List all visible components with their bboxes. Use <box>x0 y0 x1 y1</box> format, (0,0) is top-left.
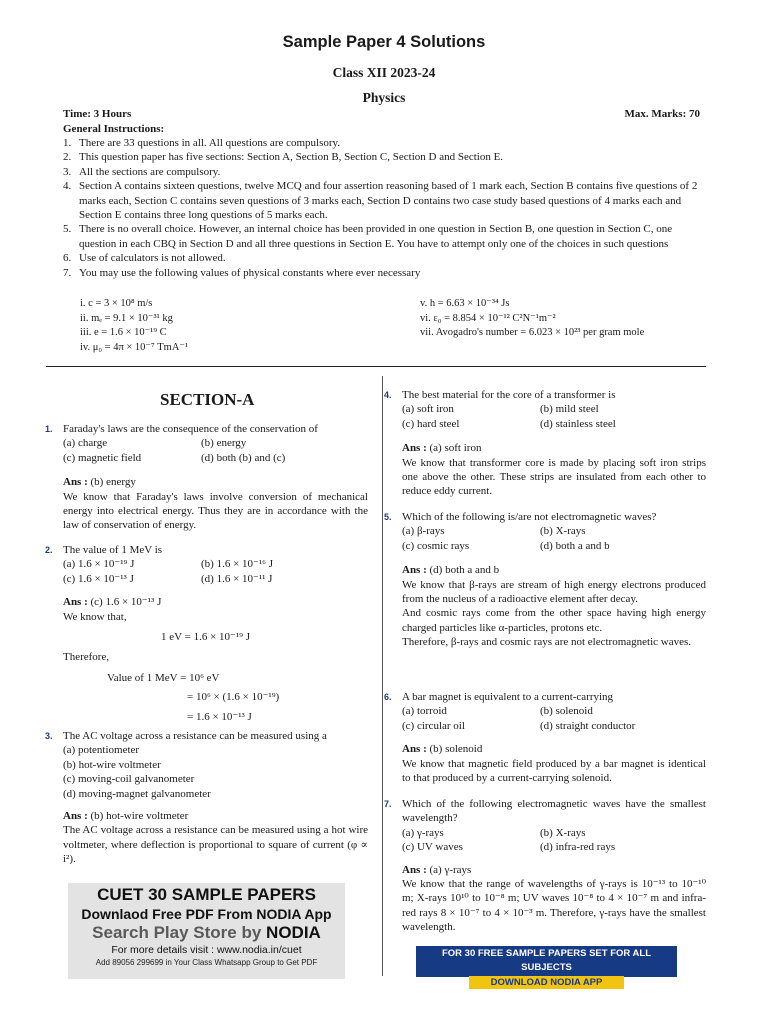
header-divider <box>46 366 706 367</box>
question-1: 1. Faraday's laws are the consequence of the conservation of (a) charge (b) energy (c) magnetic field (d) both (b) and (c) Ans : (b) energy We know that Faraday's laws involve conversion of mechanical energy into electrical energy. Thus they are in accordance with the law of conservation of energy. <box>45 423 368 532</box>
class-line: Class XII 2023-24 <box>332 65 436 80</box>
instruction-item: 1. There are 33 questions in all. All questions are compulsory. <box>63 137 341 149</box>
instruction-item: 2. This question paper has five sections: Section A, Section B, Section C, Section D and Section E. <box>63 151 504 164</box>
promo-download-line: Downlaod Free PDF From NODIA App <box>81 906 332 922</box>
instruction-item: 4. Section A contains sixteen questions, twelve MCQ and four assertion reasoning based of 1 mark each, Section B contains five questions of 2 marks each, Section C contains seven questions of 3 marks each, Section D contains two case study based questions of 4 marks each and Section E contains three long questions of 5 marks each. <box>63 180 698 222</box>
subject-line: Physics <box>362 90 406 105</box>
question-7: 7. Which of the following electromagnetic waves have the smallest wavelength? (a) γ-rays (b) X-rays (c) UV waves (d) infra-red rays Ans : (a) γ-rays We know that the range of wavelengths of γ-rays is 10⁻¹³ to 10⁻¹⁰ m; X-rays 10¹⁰ to 10⁻⁸ m; UV waves 10⁻⁸ to 4 × 10⁻⁷ m and infra-red rays 8 × 10⁻⁷ to 4 × 10⁻³ m. Therefore, γ-rays have the smallest wavelength. <box>384 798 706 934</box>
question-5: 5. Which of the following is/are not electromagnetic waves? (a) β-rays (b) X-rays (c) cosmic rays (d) both a and b Ans : (d) both a and b We know that β-rays are stream of high energy electrons produced from the nucleus of a radioactive element after decay. And cosmic rays come from the other space having high energy charged particles like α-particles, protons etc. Therefore, β-rays and cosmic rays are not electromagnetic waves. <box>384 511 706 649</box>
nodia-app-banner[interactable] <box>416 946 677 988</box>
question-6: 6. A bar magnet is equivalent to a current-carrying (a) torroid (b) solenoid (c) circular oil (d) straight conductor Ans : (b) solenoid We know that magnetic field produced by a bar magnet is identical to that produced by a current-carrying solenoid. <box>384 691 706 785</box>
constants-right: v. h = 6.63 × 10⁻³⁴ Js vi. ε₀ = 8.854 × 10⁻¹² C²N⁻¹m⁻² vii. Avogadro's number = 6.023 × 10²³ per gram mole <box>420 298 645 339</box>
instruction-item: 3. All the sections are compulsory. <box>63 165 221 178</box>
promo-whatsapp-line: Add 89056 299699 in Your Class Whatsapp Group to Get PDF <box>95 958 318 967</box>
time-label: Time: 3 Hours <box>63 108 132 120</box>
instruction-item: 5. There is no overall choice. However, an internal choice has been provided in one question in Section B, one question in Section C, one question in each CBQ in Section D and all three questions in Section E. You have to attempt only one of the choices in such questions <box>63 223 673 250</box>
max-marks-label: Max. Marks: 70 <box>624 108 700 120</box>
constants-left: i. c = 3 × 10⁸ m/s ii. mₑ = 9.1 × 10⁻³¹ kg iii. e = 1.6 × 10⁻¹⁹ C iv. μ₀ = 4π × 10⁻⁷ TmA⁻¹ <box>80 298 189 353</box>
promo-headline: CUET 30 SAMPLE PAPERS <box>97 885 316 904</box>
cuet-promo-banner[interactable] <box>68 883 345 979</box>
question-4: 4. The best material for the core of a transformer is (a) soft iron (b) mild steel (c) hard steel (d) stainless steel Ans : (a) soft iron We know that transformer core is made by placing soft iron strips one above the other. These strips are insulated from each other to reduce eddy current. <box>384 389 706 498</box>
promo-website-link[interactable]: For more details visit : www.nodia.in/cuet <box>111 944 302 956</box>
section-title: SECTION-A <box>160 390 255 409</box>
general-instructions-heading: General Instructions: <box>63 123 165 135</box>
nodia-banner-text: FOR 30 FREE SAMPLE PAPERS SET FOR ALL SUBJECTS <box>441 948 652 973</box>
question-2: 2. The value of 1 MeV is (a) 1.6 × 10⁻¹⁹ J (b) 1.6 × 10⁻¹⁶ J (c) 1.6 × 10⁻¹³ J (d) 1.6 × 10⁻¹¹ J Ans : (c) 1.6 × 10⁻¹³ J We know that, 1 eV = 1.6 × 10⁻¹⁹ J Therefore, Value of 1 MeV = 10⁶ eV = 10⁶ × (1.6 × 10⁻¹⁹) = 1.6 × 10⁻¹³ J <box>45 544 280 723</box>
page-title: Sample Paper 4 Solutions <box>282 33 486 51</box>
promo-search-line: Search Play Store by NODIA <box>92 923 321 942</box>
column-divider <box>382 376 383 976</box>
instruction-item: 6. Use of calculators is not allowed. <box>63 252 226 265</box>
instruction-item: 7. You may use the following values of physical constants where ever necessary <box>63 266 421 279</box>
download-app-button[interactable]: DOWNLOAD NODIA APP <box>469 976 625 989</box>
question-3: 3. The AC voltage across a resistance can be measured using a (a) potentiometer (b) hot-wire voltmeter (c) moving-coil galvanometer (d) moving-magnet galvanometer Ans : (b) hot-wire voltmeter The AC voltage across a resistance can be measured using a hot wire voltmeter, where deflection is proportional to square of current (φ ∝ i²). <box>45 730 368 866</box>
instructions-list <box>63 136 706 280</box>
